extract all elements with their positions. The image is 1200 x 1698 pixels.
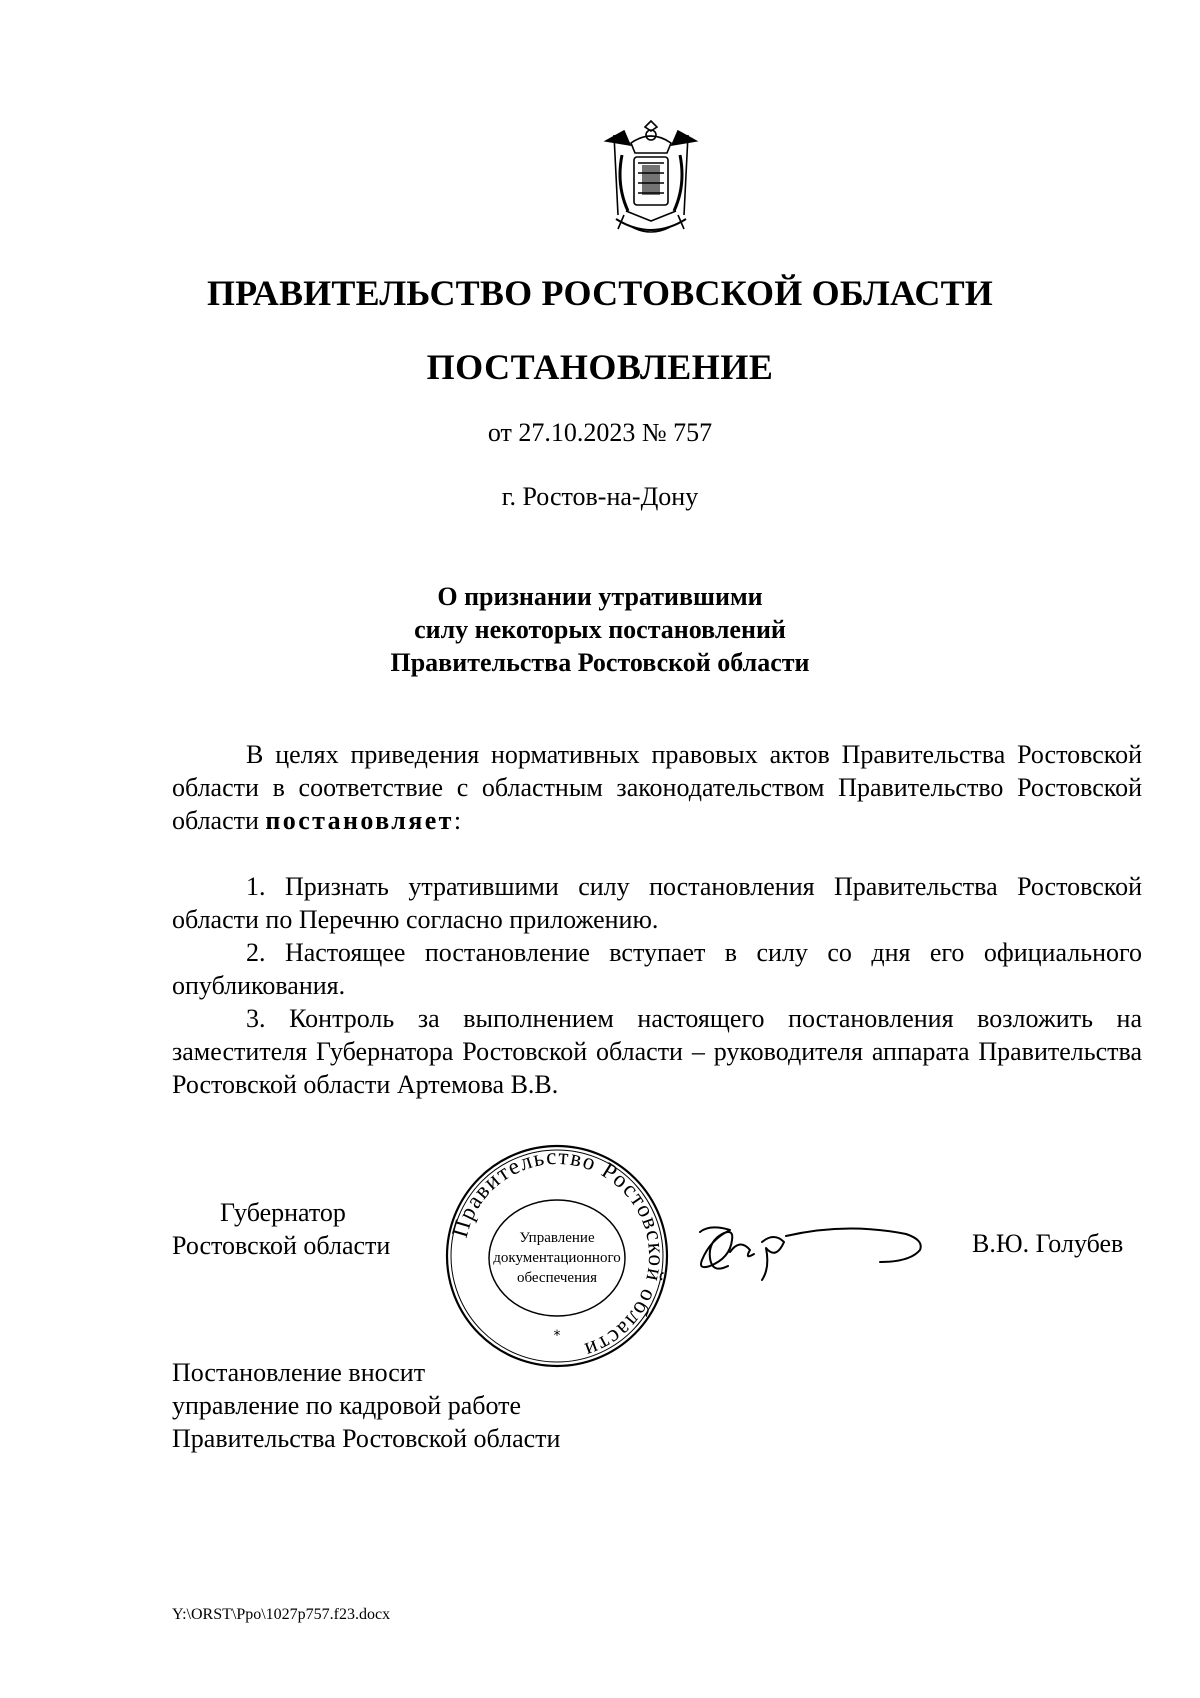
- preamble-emphasis: постановляет: [265, 806, 454, 835]
- resolution-item: 1. Признать утратившими силу постановления Правительства Ростовской области по Перечню согласно приложению.: [172, 872, 1142, 934]
- preamble-paragraph: [172, 738, 1142, 837]
- resolution-item: 2. Настоящее постановление вступает в силу со дня его официального опубликования.: [172, 938, 1142, 1000]
- document-type-title: ПОСТАНОВЛЕНИЕ: [426, 347, 774, 387]
- submitted-line: Правительства Ростовской области: [172, 1424, 561, 1453]
- subject-line: силу некоторых постановлений: [414, 615, 786, 644]
- resolution-items: [172, 870, 1142, 1101]
- submitted-line: Постановление вносит: [172, 1358, 426, 1387]
- svg-text:*: *: [553, 1328, 561, 1344]
- official-seal: [441, 1140, 673, 1372]
- seal-inner-line: Управление: [519, 1230, 595, 1246]
- preamble-tail: :: [453, 806, 462, 835]
- handwritten-signature: [690, 1212, 930, 1282]
- seal-inner-line: документационного: [493, 1250, 621, 1266]
- signer-name: В.Ю. Голубев: [972, 1229, 1124, 1258]
- submitted-by-block: [172, 1356, 560, 1455]
- position-line: Губернатор: [220, 1198, 346, 1227]
- resolution-item: 3. Контроль за выполнением настоящего постановления возложить на заместителя Губернатора Ростовской области – руководителя аппарата Правительства Ростовской области Артемова В.В.: [172, 1004, 1142, 1099]
- seal-inner-line: обеспечения: [516, 1270, 598, 1286]
- submitted-line: управление по кадровой работе: [172, 1391, 522, 1420]
- signatory-position: [172, 1196, 390, 1262]
- position-line: Ростовской области: [172, 1231, 391, 1260]
- document-city: г. Ростов-на-Дону: [501, 482, 699, 511]
- document-date-number: от 27.10.2023 № 757: [487, 418, 713, 447]
- subject-line: Правительства Ростовской области: [390, 648, 810, 677]
- file-path-footer: Y:\ORST\Ppo\1027p757.f23.docx: [172, 1606, 391, 1623]
- preamble-text: В целях приведения нормативных правовых актов Правительства Ростовской области в соответствие с областным законодательством Правительство Ростовской области: [172, 740, 1142, 835]
- seal-outer-text: Правительство Ростовской области: [446, 1143, 670, 1364]
- organization-title: ПРАВИТЕЛЬСТВО РОСТОВСКОЙ ОБЛАСТИ: [206, 273, 994, 313]
- coat-of-arms-emblem: [596, 115, 706, 245]
- document-subject: [0, 580, 1200, 679]
- subject-line: О признании утратившими: [437, 582, 763, 611]
